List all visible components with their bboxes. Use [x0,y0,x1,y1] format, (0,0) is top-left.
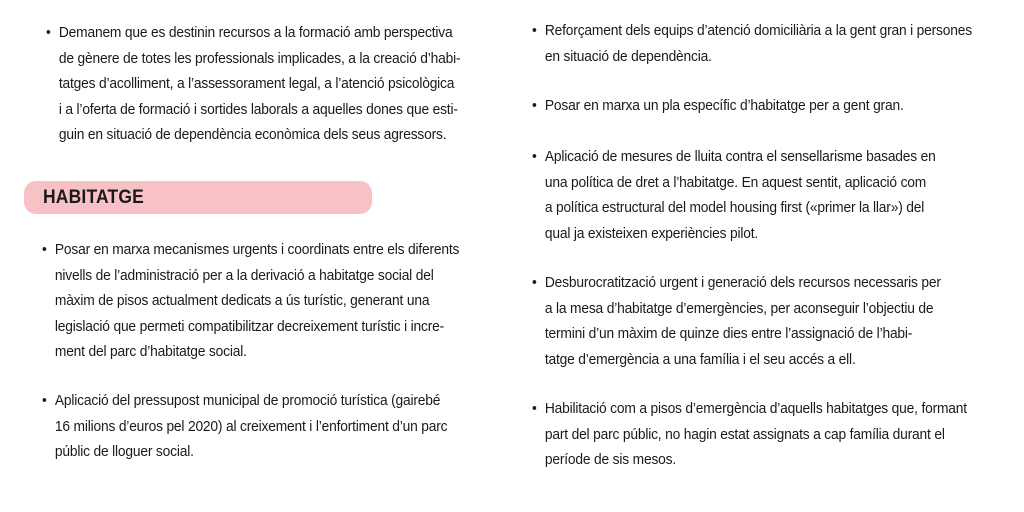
bullet-line: màxim de pisos actualment dedicats a ús turístic, generant una [54,292,430,309]
list-item [532,93,904,119]
list-item [46,20,460,148]
bullet-line: • Posar en marxa un pla específic d’habitatge per a gent gran. [532,93,904,119]
bullet-icon: • [532,274,537,291]
section-header-habitatge [24,181,372,214]
list-item [42,388,447,465]
bullet-line: a política estructural del model housing first («primer la llar») del [544,199,925,216]
bullet-icon: • [46,24,51,41]
bullet-line: • Desburocratització urgent i generació dels recursos necessaris per [532,270,941,296]
bullet-line: públic de lloguer social. [54,443,194,460]
bullet-line: • Aplicació de mesures de lluita contra el sensellarisme basades en [532,144,936,170]
bullet-line: i a l’oferta de formació i sortides laborals a aquelles dones que esti- [58,100,458,118]
bullet-line: qual ja existeixen experiències pilot. [544,224,759,242]
bullet-icon: • [532,22,537,39]
bullet-line: • Reforçament dels equips d’atenció domiciliària a la gent gran i persones [532,18,972,44]
bullet-line: termini d’un màxim de quinze dies entre l’assignació de l’habi- [544,325,913,342]
bullet-line: • Demanem que es destinin recursos a la formació amb perspectiva [46,20,460,46]
bullet-line: • Aplicació del pressupost municipal de promoció turística (gairebé [42,388,447,414]
bullet-line: legislació que permeti compatibilitzar decreixement turístic i incre- [54,317,445,335]
bullet-icon: • [532,97,537,114]
bullet-line: • Habilitació com a pisos d’emergència d’aquells habitatges que, formant [532,396,967,422]
bullet-icon: • [42,392,47,409]
bullet-icon: • [42,241,47,258]
bullet-line: tatge d’emergència a una família i el seu accés a ell. [544,350,856,368]
list-item [532,144,936,246]
list-item [42,237,459,365]
bullet-icon: • [532,148,537,165]
bullet-line: tatges d’acolliment, a l’assessorament legal, a l’atenció psicològica [58,75,455,92]
bullet-line: 16 milions d’euros pel 2020) al creixement i l’enfortiment d’un parc [54,417,448,435]
bullet-line: part del parc públic, no hagin estat assignats a cap família durant el [544,425,945,443]
bullet-line: a la mesa d’habitatge d’emergències, per aconseguir l’objectiu de [544,299,934,317]
bullet-line: guin en situació de dependència econòmica dels seus agressors. [58,126,447,143]
list-item [532,270,941,372]
bullet-line: nivells de l’administració per a la derivació a habitatge social del [54,266,434,284]
bullet-line: una política de dret a l’habitatge. En aquest sentit, aplicació com [544,173,927,191]
bullet-line: en situació de dependència. [544,47,712,65]
bullet-line: període de sis mesos. [544,451,677,468]
bullet-icon: • [532,400,537,417]
list-item [532,396,967,473]
bullet-line: de gènere de totes les professionals implicades, a la creació d’habi- [58,49,461,67]
bullet-line: ment del parc d’habitatge social. [54,343,247,360]
list-item [532,18,972,69]
bullet-line: • Posar en marxa mecanismes urgents i coordinats entre els diferents [42,237,459,263]
section-title: HABITATGE [43,187,145,208]
